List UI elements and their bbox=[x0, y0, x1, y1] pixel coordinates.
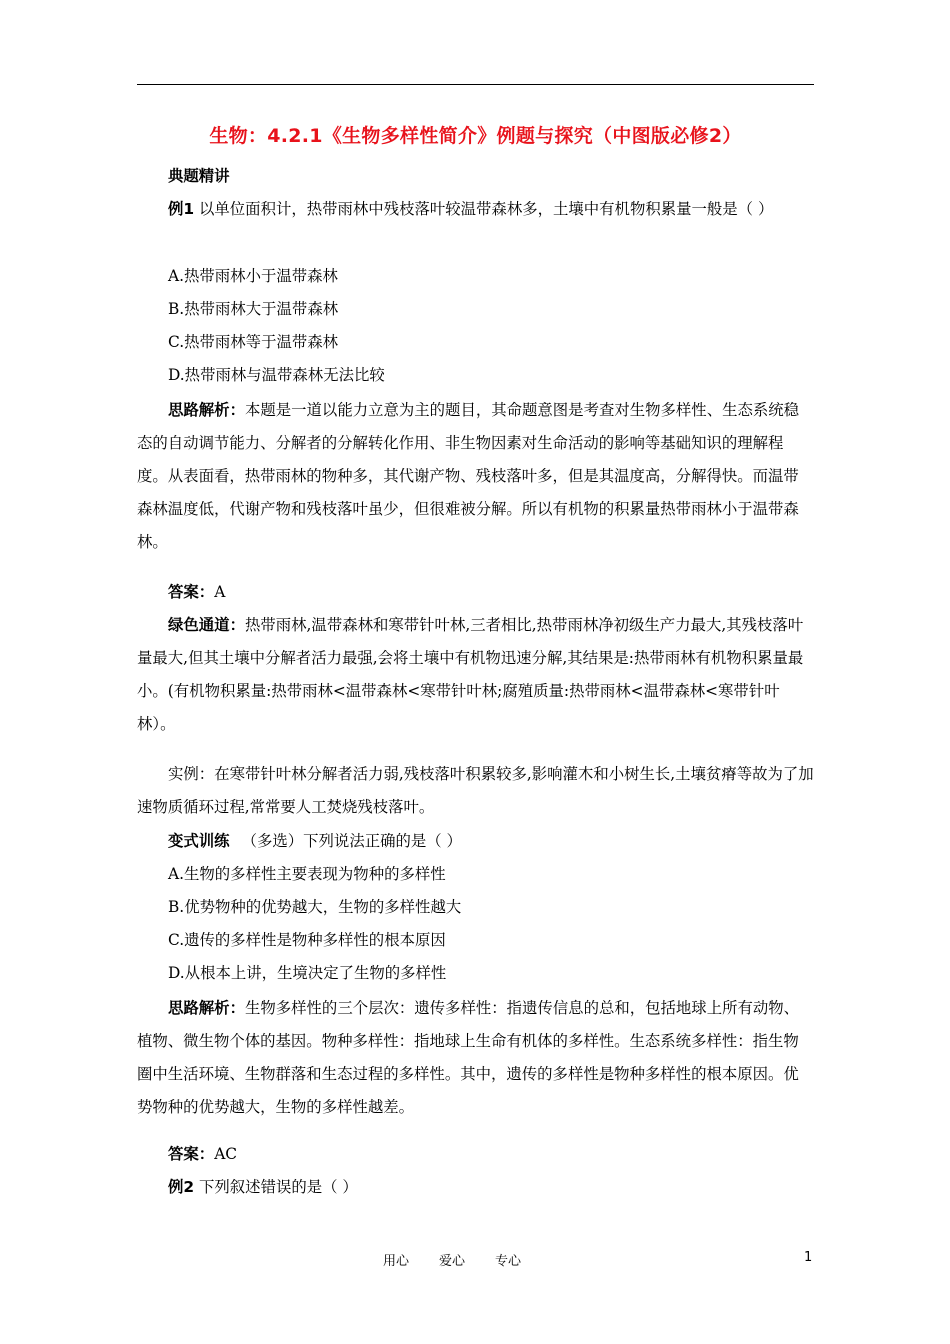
variant-analysis-text: 生物多样性的三个层次：遗传多样性：指遗传信息的总和，包括地球上所有动物、植物、微生物个体的基因。物种多样性：指地球上生命有机体的多样性。生态系统多样性：指生物圈中生活环境、生物群落和生态过程的多样性。其中，遗传的多样性是物种多样性的根本原因。优势物种的优势越大，生物的多样性越差。 bbox=[137, 999, 800, 1116]
green-channel bbox=[137, 609, 814, 741]
analysis-label: 思路解析： bbox=[168, 401, 245, 419]
variant-analysis-label: 思路解析： bbox=[168, 999, 245, 1017]
analysis-text: 本题是一道以能力立意为主的题目，其命题意图是考查对生物多样性、生态系统稳态的自动调节能力、分解者的分解转化作用、非生物因素对生命活动的影响等基础知识的理解程度。从表面看，热带雨林的物种多，其代谢产物、残枝落叶多，但是其温度高，分解得快。而温带森林温度低，代谢产物和残枝落叶虽少，但很难被分解。所以有机物的积累量热带雨林小于温带森林。 bbox=[137, 401, 800, 551]
option-a: A.热带雨林小于温带森林 bbox=[168, 267, 338, 285]
variant-answer-value: AC bbox=[214, 1145, 238, 1163]
page-title: 生物：4.2.1《生物多样性简介》例题与探究（中图版必修2） bbox=[209, 125, 742, 147]
section-heading: 典题精讲 bbox=[168, 167, 230, 185]
answer-value: A bbox=[214, 583, 226, 601]
variant-answer bbox=[137, 1138, 814, 1171]
variant-option-a: A.生物的多样性主要表现为物种的多样性 bbox=[168, 865, 446, 883]
example2-question-text: 下列叙述错误的是（ ） bbox=[194, 1178, 358, 1196]
example-note: 实例：在寒带针叶林分解者活力弱,残枝落叶积累较多,影响灌木和小树生长,土壤贫瘠等故为了加速物质循环过程,常常要人工焚烧残枝落叶。 bbox=[137, 765, 814, 816]
example1-answer bbox=[137, 576, 814, 609]
header-rule bbox=[137, 84, 814, 85]
variant-analysis bbox=[137, 992, 814, 1124]
example1-analysis bbox=[137, 394, 814, 559]
variant-label: 变式训练 bbox=[168, 832, 230, 850]
green-text: 热带雨林,温带森林和寒带针叶林,三者相比,热带雨林净初级生产力最大,其残枝落叶量最大,但其土壤中分解者活力最强,会将土壤中有机物迅速分解,其结果是:热带雨林有机物积累量最小。(有机物积累量:热带雨林<温带森林<寒带针叶林;腐殖质量:热带雨林<温带森林<寒带针叶林）。 bbox=[137, 616, 804, 733]
option-d: D.热带雨林与温带森林无法比较 bbox=[168, 366, 385, 384]
page-number: 1 bbox=[804, 1250, 813, 1265]
variant-answer-label: 答案： bbox=[168, 1145, 215, 1163]
example1-question bbox=[137, 193, 814, 226]
example2-label: 例2 bbox=[168, 1178, 195, 1196]
example1-options bbox=[137, 260, 814, 392]
option-b: B.热带雨林大于温带森林 bbox=[168, 300, 339, 318]
example1-label: 例1 bbox=[168, 200, 195, 218]
variant-options bbox=[137, 858, 814, 990]
variant-option-d: D.从根本上讲，生境决定了生物的多样性 bbox=[168, 964, 447, 982]
footer-motto: 用心 爱心 专心 bbox=[383, 1254, 522, 1269]
variant-question bbox=[137, 825, 814, 858]
example1-question-text: 以单位面积计，热带雨林中残枝落叶较温带森林多，土壤中有机物积累量一般是（ ） bbox=[194, 200, 774, 218]
example2-question bbox=[137, 1171, 814, 1204]
green-label: 绿色通道： bbox=[168, 616, 245, 634]
variant-option-b: B.优势物种的优势越大，生物的多样性越大 bbox=[168, 898, 462, 916]
variant-option-c: C.遗传的多样性是物种多样性的根本原因 bbox=[168, 931, 446, 949]
answer-label: 答案： bbox=[168, 583, 215, 601]
option-c: C.热带雨林等于温带森林 bbox=[168, 333, 339, 351]
variant-question-text: （多选）下列说法正确的是（ ） bbox=[241, 832, 462, 850]
